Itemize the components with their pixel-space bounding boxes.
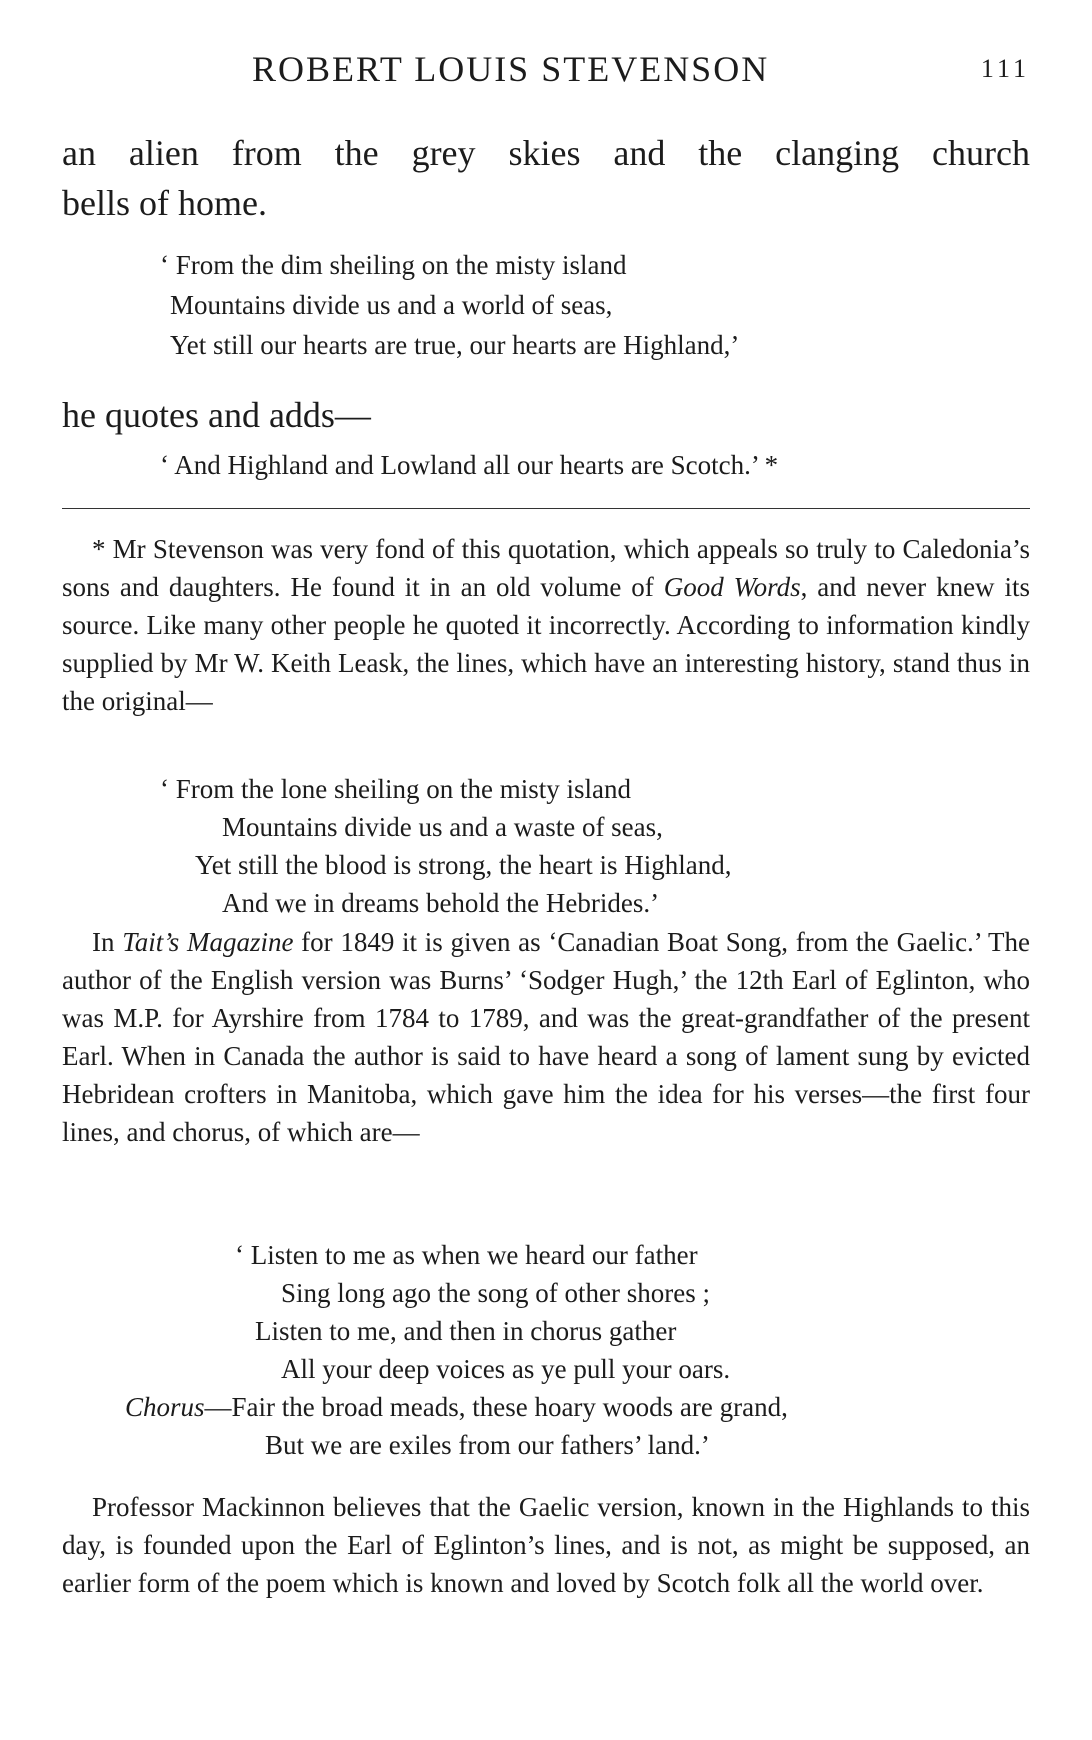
verse-text: —Fair the broad meads, these hoary woods are grand,: [204, 1392, 788, 1422]
verse-line: And we in dreams behold the Hebrides.’: [222, 888, 660, 918]
quoted-verse-line: ‘ And Highland and Lowland all our hearts are Scotch.’ *: [160, 450, 779, 480]
verse-line: ‘ From the dim sheiling on the misty island: [160, 250, 627, 280]
body-paragraph-2: he quotes and adds—: [62, 395, 371, 435]
body-line: bells of home.: [62, 183, 267, 223]
body-paragraph-1: [62, 128, 1030, 228]
footnote-verse-original: [160, 770, 731, 922]
verse-line: ‘ Listen to me as when we heard our father: [235, 1240, 698, 1270]
chorus-line: [125, 1388, 788, 1426]
verse-line: ‘ From the lone sheiling on the misty island: [160, 774, 631, 804]
page-number: 111: [980, 54, 1030, 83]
verse-line: Yet still our hearts are true, our hearts are Highland,’: [170, 330, 740, 360]
footnote-text: for 1849 it is given as ‘Canadian Boat Song, from the Gaelic.’ The author of the English version was Burns’ ‘Sodger Hugh,’ the 12th Earl of Eglinton, who was M.P. for Ayrshire from 1784 to 1789, and was the great-grandfather of the present Earl. When in Canada the author is said to have heard a song of lament sung by evicted Hebridean crofters in Manitoba, which gave him the idea for his verses—the first four lines, and chorus, of which are—: [62, 927, 1030, 1147]
footnote-text: , and never knew its source. Like many other people he quoted it incorrectly. According to information kindly supplied by Mr W. Keith Leask, the lines, which have an interesting history, stand thus in the original—: [62, 572, 1030, 716]
footnote-text: In: [92, 927, 123, 957]
chorus-label: Chorus: [125, 1392, 205, 1422]
verse-line: Sing long ago the song of other shores ;: [281, 1278, 710, 1308]
running-head: ROBERT LOUIS STEVENSON: [252, 49, 770, 89]
footnote-paragraph-1: [62, 530, 1030, 720]
footnote-verse-song: [125, 1236, 788, 1464]
verse-line: Listen to me, and then in chorus gather: [255, 1316, 677, 1346]
verse-line: But we are exiles from our fathers’ land.’: [265, 1430, 710, 1460]
publication-title: Tait’s Magazine: [122, 927, 294, 957]
verse-line: All your deep voices as ye pull your oars.: [281, 1354, 731, 1384]
publication-title: Good Words: [663, 572, 801, 602]
footnote-paragraph-3: Professor Mackinnon believes that the Gaelic version, known in the Highlands to this day, is founded upon the Earl of Eglinton’s lines, and is not, as might be supposed, an earlier form of the poem which is known and loved by Scotch folk all the world over.: [62, 1492, 1030, 1598]
verse-line: Mountains divide us and a waste of seas,: [222, 812, 663, 842]
verse-line: Yet still the blood is strong, the heart is Highland,: [195, 850, 732, 880]
footnote-text: * Mr Stevenson was very fond of this quotation, which appeals so truly to Caledonia’s sons and daughters. He found it in an old volume of: [62, 534, 1030, 602]
page-header: [62, 48, 1030, 92]
quoted-verse: [160, 245, 739, 365]
verse-line: Mountains divide us and a world of seas,: [170, 290, 613, 320]
footnote-divider: [62, 508, 1030, 509]
body-line: an alien from the grey skies and the clanging church: [62, 133, 1030, 173]
footnote-paragraph-2: [62, 923, 1030, 1151]
